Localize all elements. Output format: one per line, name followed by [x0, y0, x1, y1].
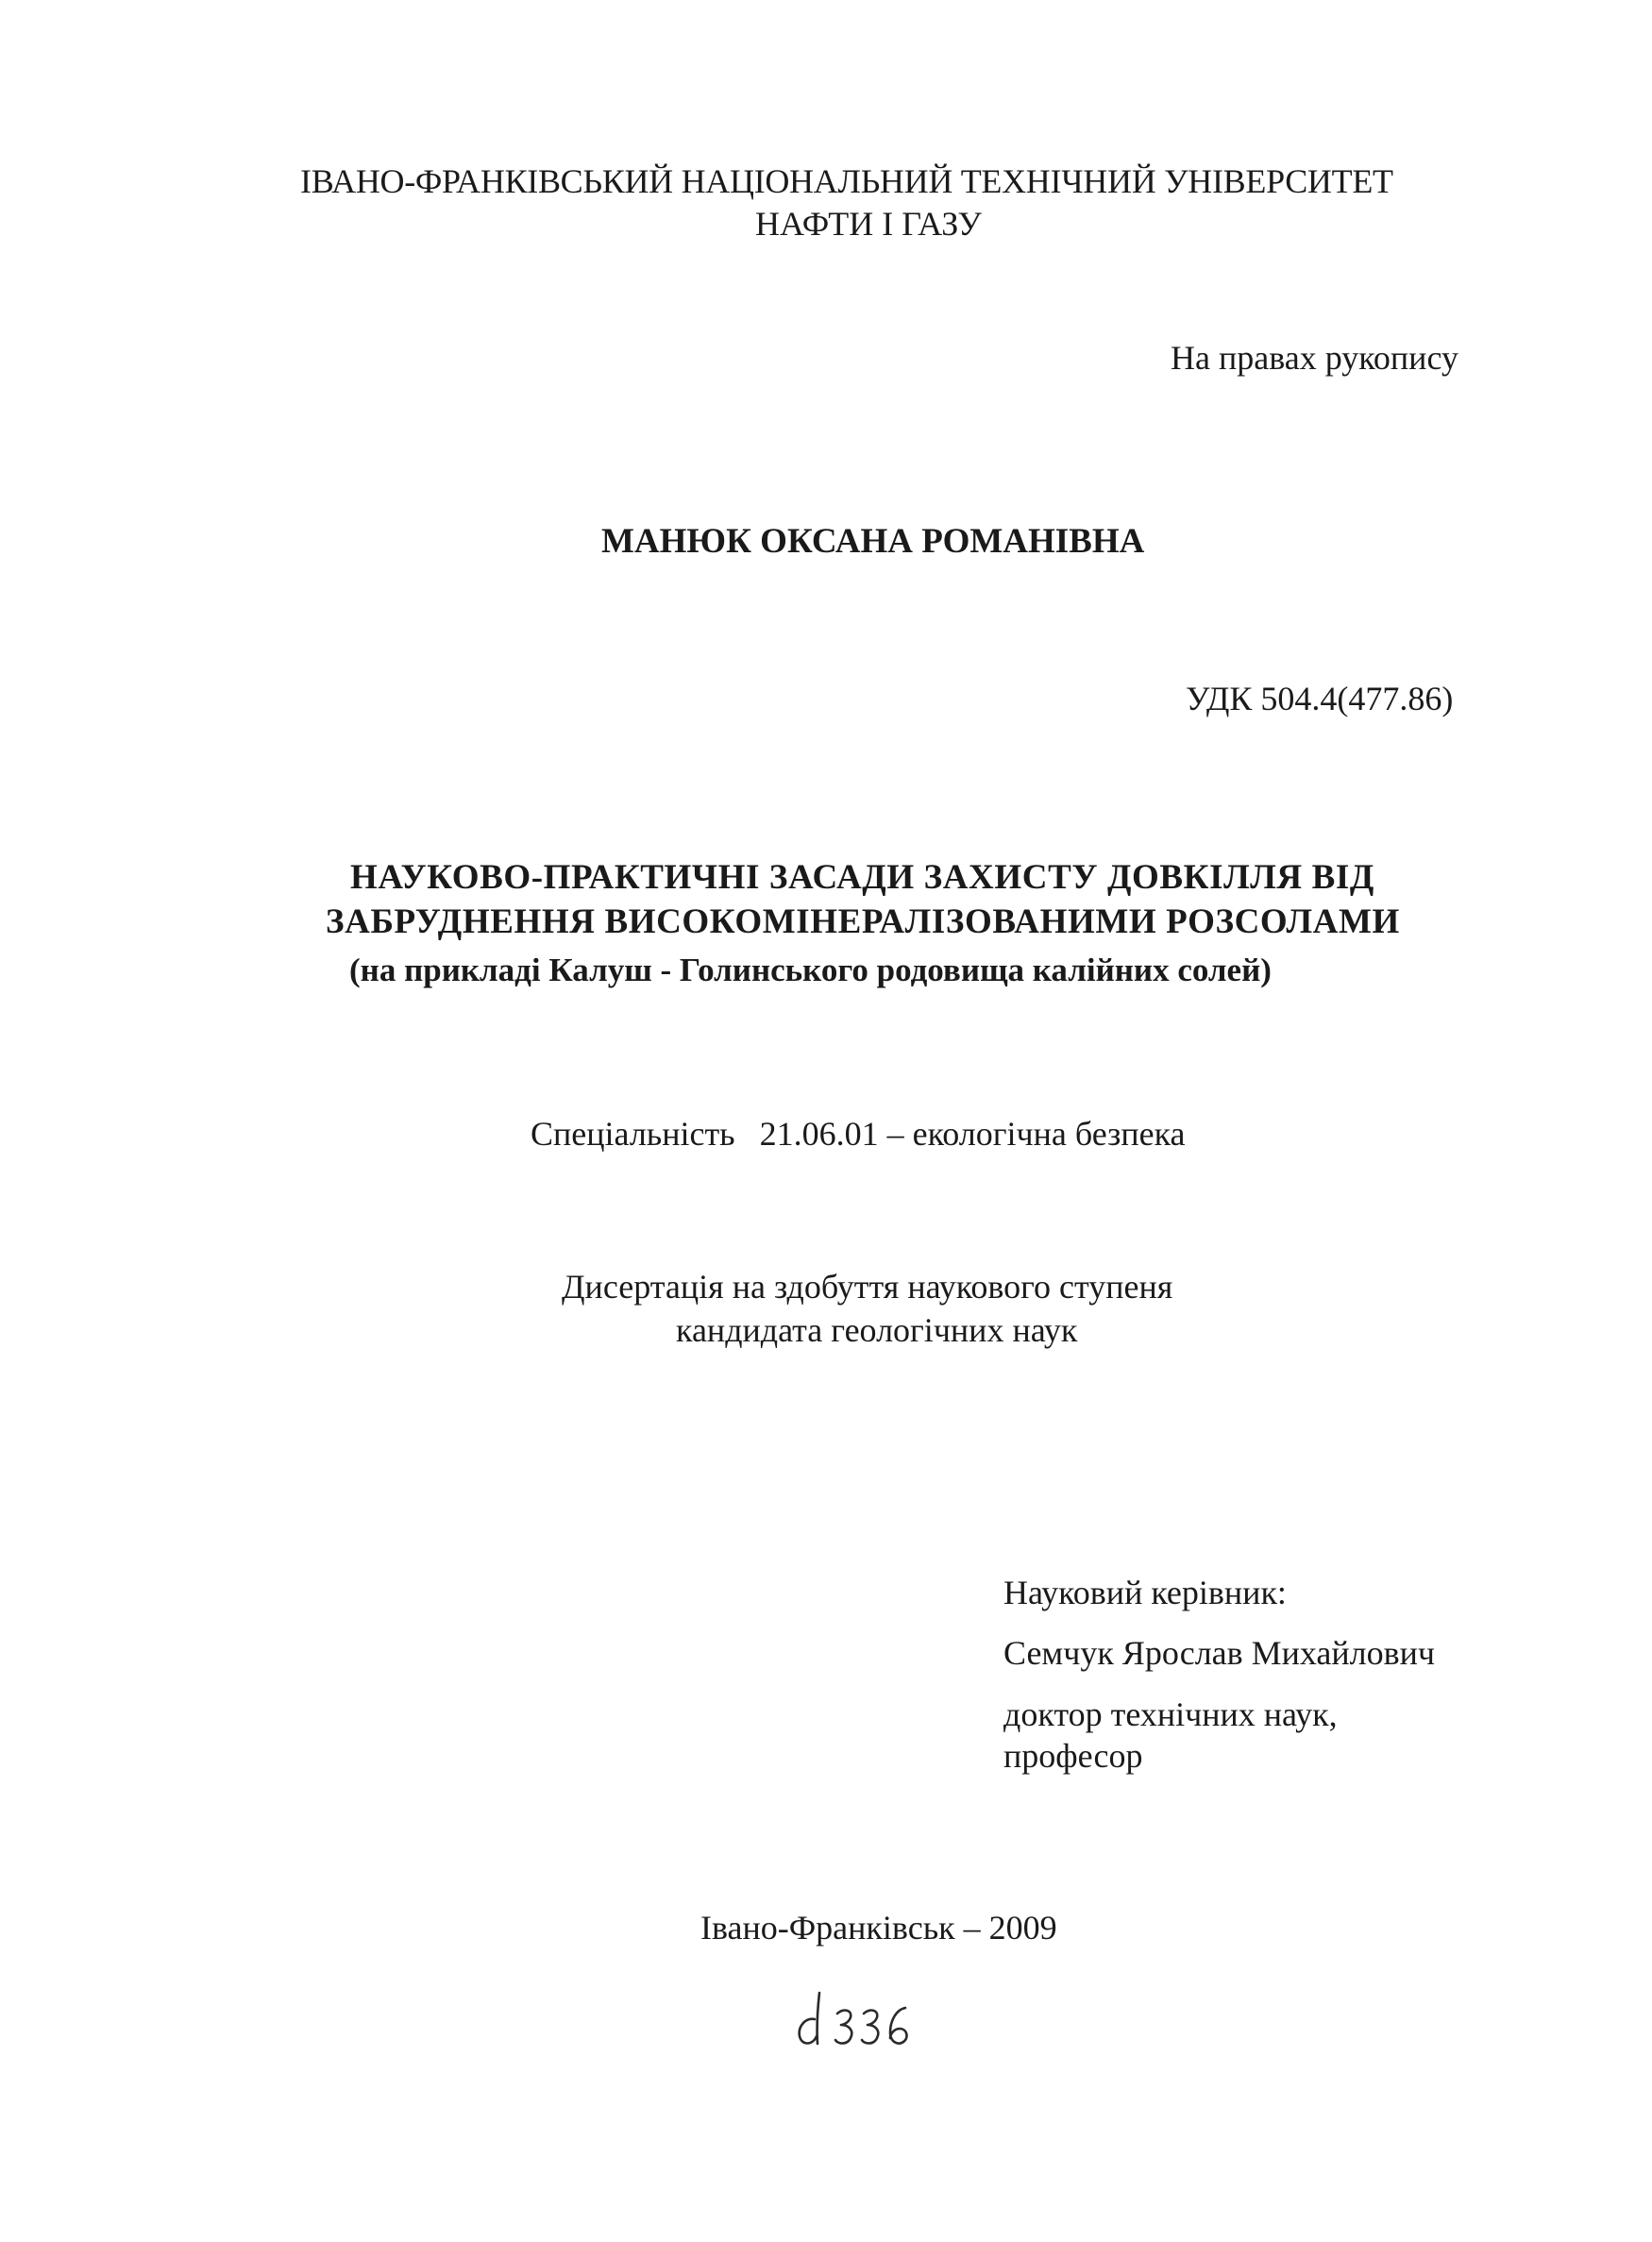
specialty-label: Спеціальність: [531, 1115, 735, 1153]
manuscript-note: На правах рукопису: [1171, 339, 1458, 377]
supervisor-name: Семчук Ярослав Михайлович: [1003, 1634, 1436, 1672]
udc-code: УДК 504.4(477.86): [1186, 680, 1454, 717]
supervisor-title: професор: [1003, 1737, 1143, 1775]
handwritten-mark: [788, 1987, 930, 2053]
dissertation-title-subtitle: (на прикладі Калуш - Голинського родовища калійних солей): [349, 952, 1272, 988]
dissertation-degree-line1: Дисертація на здобуття наукового ступеня: [562, 1268, 1173, 1306]
supervisor-degree: доктор технічних наук,: [1003, 1695, 1338, 1733]
supervisor-label: Науковий керівник:: [1003, 1574, 1287, 1611]
specialty: [531, 1113, 1186, 1155]
university-name-line1: ІВАНО-ФРАНКІВСЬКИЙ НАЦІОНАЛЬНИЙ ТЕХНІЧНИЙ УНІВЕРСИТЕТ: [300, 162, 1393, 200]
dissertation-title-line1: НАУКОВО-ПРАКТИЧНІ ЗАСАДИ ЗАХИСТУ ДОВКІЛЛЯ ВІД: [350, 858, 1374, 897]
dissertation-degree-line2: кандидата геологічних наук: [676, 1311, 1078, 1349]
specialty-value: 21.06.01 – екологічна безпека: [759, 1115, 1186, 1153]
city-year: Івано-Франківськ – 2009: [700, 1909, 1057, 1947]
dissertation-title-line2: ЗАБРУДНЕННЯ ВИСОКОМІНЕРАЛІЗОВАНИМИ РОЗСОЛАМИ: [326, 902, 1400, 941]
university-name-line2: НАФТИ І ГАЗУ: [755, 205, 982, 243]
author-name: МАНЮК ОКСАНА РОМАНІВНА: [601, 522, 1145, 561]
